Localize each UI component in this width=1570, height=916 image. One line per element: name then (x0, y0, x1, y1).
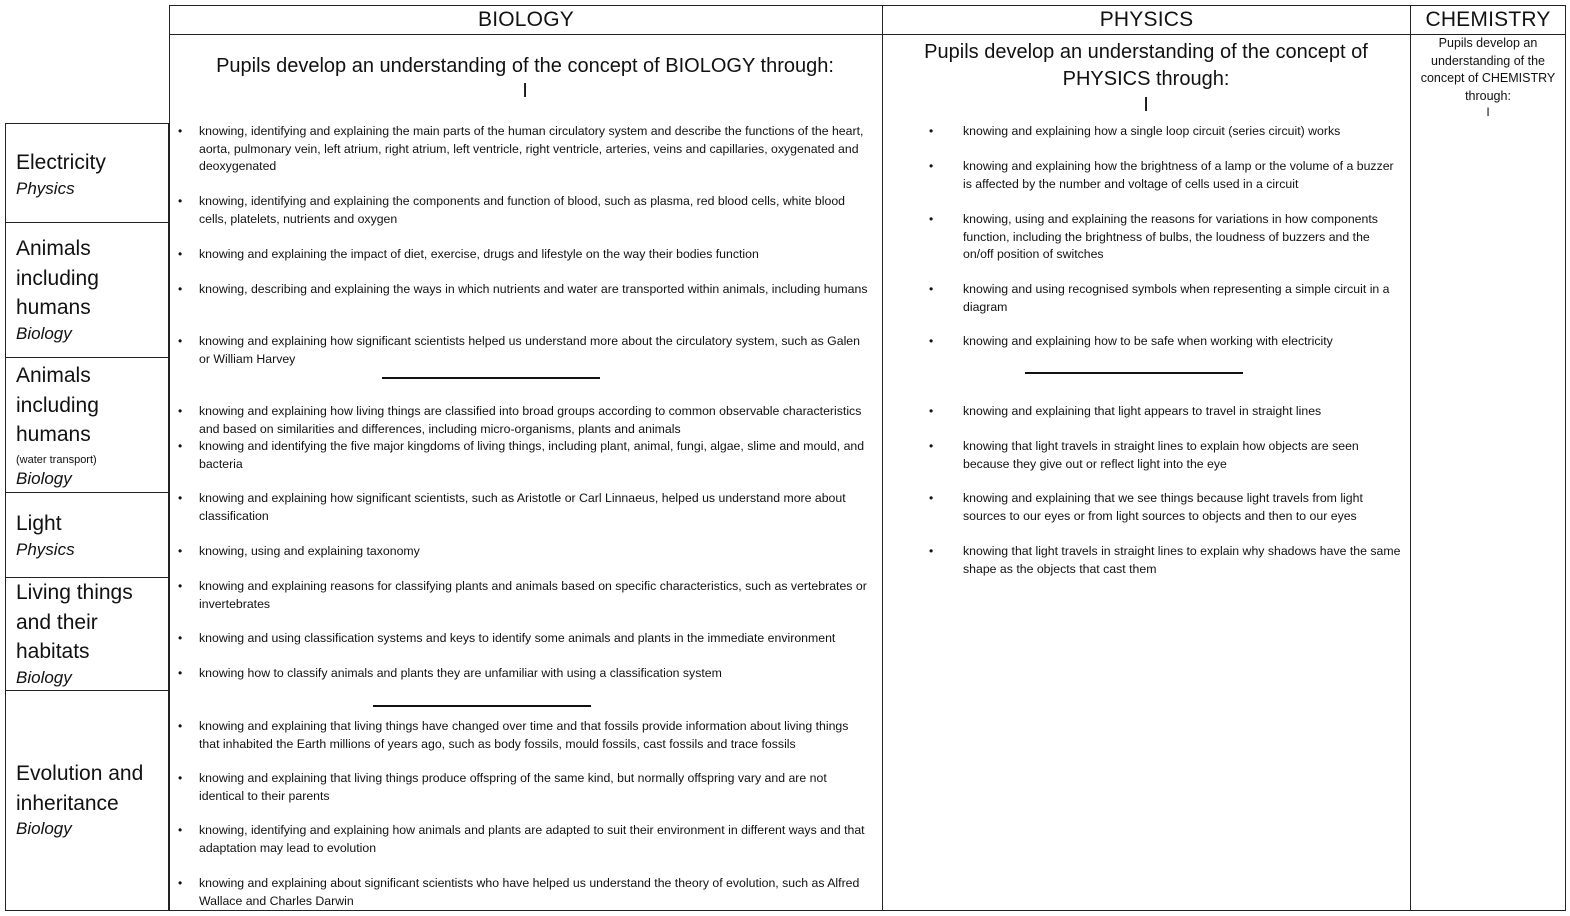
chemistry-intro (1416, 35, 1560, 119)
topic-subject: Biology (16, 819, 72, 838)
list-item: • knowing and explaining how to be safe when working with electricity (963, 333, 1403, 351)
header-physics: PHYSICS (882, 5, 1411, 35)
topic-title: Living things and their habitats (16, 581, 133, 663)
list-item: • knowing and explaining that living things produce offspring of the same kind, but normally offspring vary and are not identical to their parents (199, 770, 871, 805)
biology-intro (185, 53, 865, 103)
physics-intro (900, 39, 1392, 117)
list-item: • knowing and explaining about significant scientists who have helped us understand the theory of evolution, such as Alfred Wallace and Charles Darwin (199, 875, 871, 910)
list-item: • knowing, using and explaining the reasons for variations in how components function, including the brightness of bulbs, the loudness of buzzers and the on/off position of switches (963, 211, 1403, 264)
list-item: • knowing and identifying the five major kingdoms of living things, including plant, animal, fungi, algae, slime and mould, and bacteria (199, 438, 871, 473)
topic-subject: Biology (16, 667, 72, 687)
list-item: • knowing and explaining how a single loop circuit (series circuit) works (963, 123, 1403, 141)
topic-evolution (5, 690, 169, 911)
header-biology: BIOLOGY (169, 5, 883, 35)
list-item: • knowing and explaining reasons for classifying plants and animals based on specific characteristics, such as vertebrates or invertebrates (199, 578, 871, 613)
list-item: • knowing that light travels in straight lines to explain why shadows have the same shape as the objects that cast them (963, 543, 1403, 578)
list-item: • knowing and explaining how living things are classified into broad groups according to common observable characteristics and based on similarities and differences, including micro-organisms, plants and animals (199, 403, 871, 438)
list-item: • knowing, describing and explaining the ways in which nutrients and water are transported within animals, including humans (199, 281, 871, 299)
topic-title: Evolution and inheritance (16, 762, 144, 815)
topic-living-things (5, 577, 169, 691)
biology-intro-text: Pupils develop an understanding of the concept of BIOLOGY through: (216, 55, 834, 77)
list-item: • knowing, identifying and explaining the components and function of blood, such as plasma, red blood cells, white blood cells, platelets, nutrients and oxygen (199, 193, 871, 228)
topic-note: (water transport) (16, 453, 97, 466)
list-item: • knowing and explaining how significant scientists, such as Aristotle or Carl Linnaeus, helped us understand more about classification (199, 490, 871, 525)
topic-title: Animals including humans (16, 237, 99, 319)
topic-electricity (5, 123, 169, 223)
list-item: • knowing and explaining that light appears to travel in straight lines (963, 403, 1403, 421)
text-cursor: I (1143, 94, 1149, 116)
list-item: • knowing, identifying and explaining the main parts of the human circulatory system and describe the functions of the heart, aorta, pulmonary vein, left atrium, right atrium, left ventricle, right ventricle, arteries, veins and capillaries, oxygenated and deoxygenated (199, 123, 871, 176)
list-item: • knowing and explaining how significant scientists helped us understand more about the circulatory system, such as Galen or William Harvey (199, 333, 871, 368)
topic-subject: Physics (16, 178, 75, 198)
list-item: • knowing and explaining that we see things because light travels from light sources to our eyes or from light sources to objects and then to our eyes (963, 490, 1403, 525)
list-item: • knowing and explaining the impact of diet, exercise, drugs and lifestyle on the way their bodies function (199, 246, 871, 264)
list-item: • knowing how to classify animals and plants they are unfamiliar with using a classification system (199, 665, 871, 683)
list-item: • knowing, using and explaining taxonomy (199, 543, 871, 561)
chemistry-column (1410, 34, 1566, 911)
chemistry-intro-text: Pupils develop an understanding of the concept of CHEMISTRY through: (1420, 36, 1556, 103)
topic-subject: Biology (16, 468, 72, 488)
section-divider (373, 705, 591, 707)
list-item: • knowing, identifying and explaining how animals and plants are adapted to suit their environment in different ways and that adaptation may lead to evolution (199, 822, 871, 857)
list-item: • knowing that light travels in straight lines to explain how objects are seen because they give out or reflect light into the eye (963, 438, 1403, 473)
section-divider (382, 377, 600, 379)
topic-title: Light (16, 512, 62, 535)
physics-intro-text: Pupils develop an understanding of the concept of PHYSICS through: (924, 41, 1368, 90)
text-cursor: I (1486, 105, 1490, 119)
topic-animals-including-humans (5, 222, 169, 358)
topic-subject: Physics (16, 539, 75, 559)
list-item: • knowing and using classification systems and keys to identify some animals and plants in the immediate environment (199, 630, 871, 648)
list-item: • knowing and explaining how the brightness of a lamp or the volume of a buzzer is affected by the number and voltage of cells used in a circuit (963, 158, 1403, 193)
topic-light (5, 492, 169, 578)
list-item: • knowing and explaining that living things have changed over time and that fossils provide information about living things that inhabited the Earth millions of years ago, such as body fossils, mould fossils, cast fossils and trace fossils (199, 718, 871, 753)
topic-title: Animals including humans (16, 364, 99, 446)
text-cursor: I (522, 80, 528, 102)
topic-title: Electricity (16, 151, 106, 174)
topic-animals-water-transport (5, 357, 169, 493)
header-chemistry: CHEMISTRY (1410, 5, 1566, 35)
list-item: • knowing and using recognised symbols when representing a simple circuit in a diagram (963, 281, 1403, 316)
section-divider (1025, 372, 1243, 374)
topic-subject: Biology (16, 323, 72, 343)
